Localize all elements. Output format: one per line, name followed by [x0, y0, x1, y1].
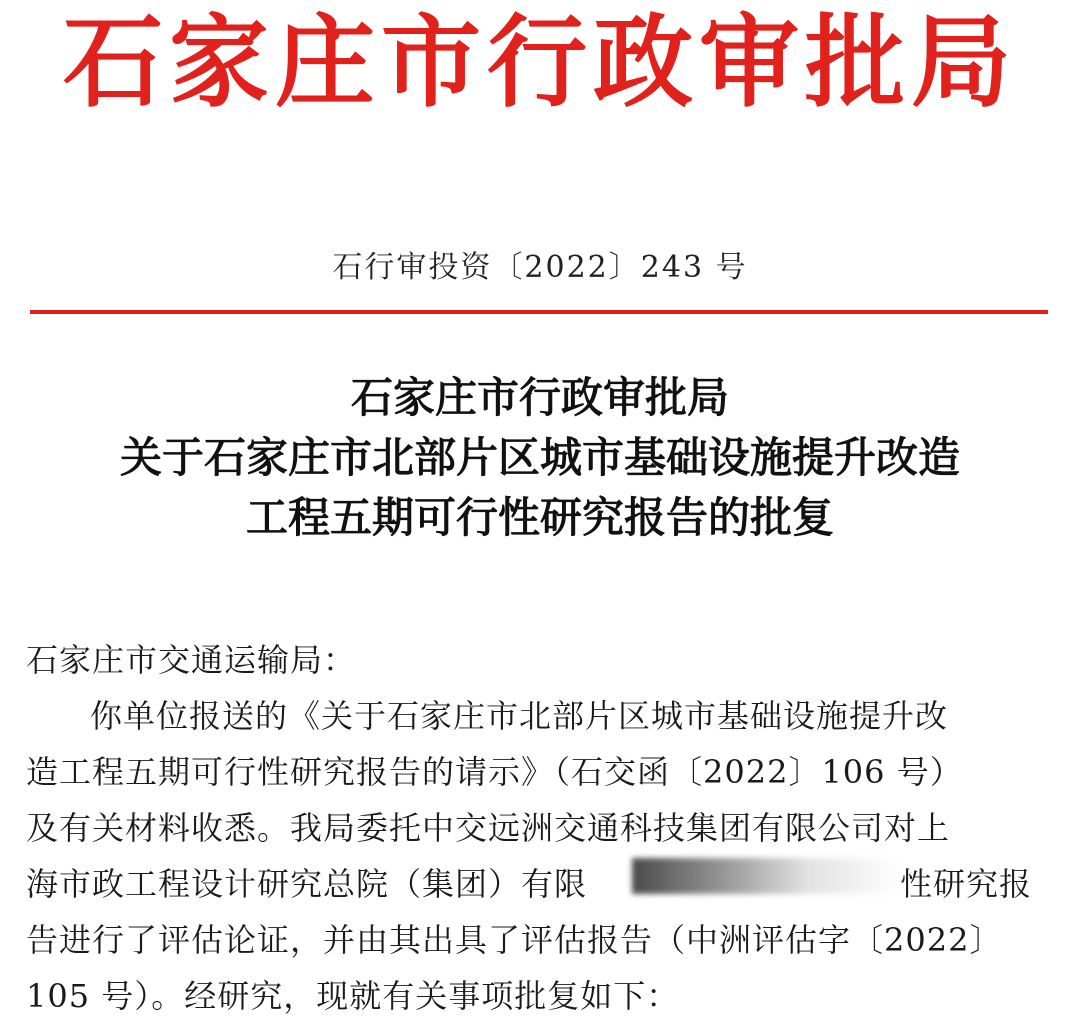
document-body [26, 632, 1056, 1024]
body-line-1: 你单位报送的《关于石家庄市北部片区城市基础设施提升改 [90, 697, 949, 735]
body-line-4-head: 海市政工程设计研究总院（集团）有限 [26, 865, 588, 903]
salutation: 石家庄市交通运输局： [26, 641, 357, 679]
masthead [0, 0, 1080, 130]
title-line-2: 关于石家庄市北部片区城市基础设施提升改造 [119, 433, 960, 482]
body-line-4-tail: 性研究报 [900, 865, 1033, 903]
body-line-6: 105 号）。经研究，现就有关事项批复如下： [26, 977, 680, 1015]
body-line-3: 及有关材料收悉。我局委托中交远洲交通科技集团有限公司对上 [26, 809, 951, 847]
title-line-3: 工程五期可行性研究报告的批复 [245, 493, 834, 542]
title-line-1: 石家庄市行政审批局 [350, 373, 729, 422]
document-number: 石行审投资〔2022〕243 号 [332, 250, 748, 285]
masthead-title: 石家庄市行政审批局 [63, 4, 1017, 121]
body-line-5: 告进行了评估论证，并由其出具了评估报告（中洲评估字〔2022〕 [26, 921, 1003, 959]
body-line-4 [26, 856, 1056, 912]
redaction-blur [632, 858, 900, 894]
body-line-2: 造工程五期可行性研究报告的请示》（石交函〔2022〕106 号） [26, 753, 963, 791]
document-title [0, 368, 1080, 548]
red-divider [30, 310, 1048, 314]
